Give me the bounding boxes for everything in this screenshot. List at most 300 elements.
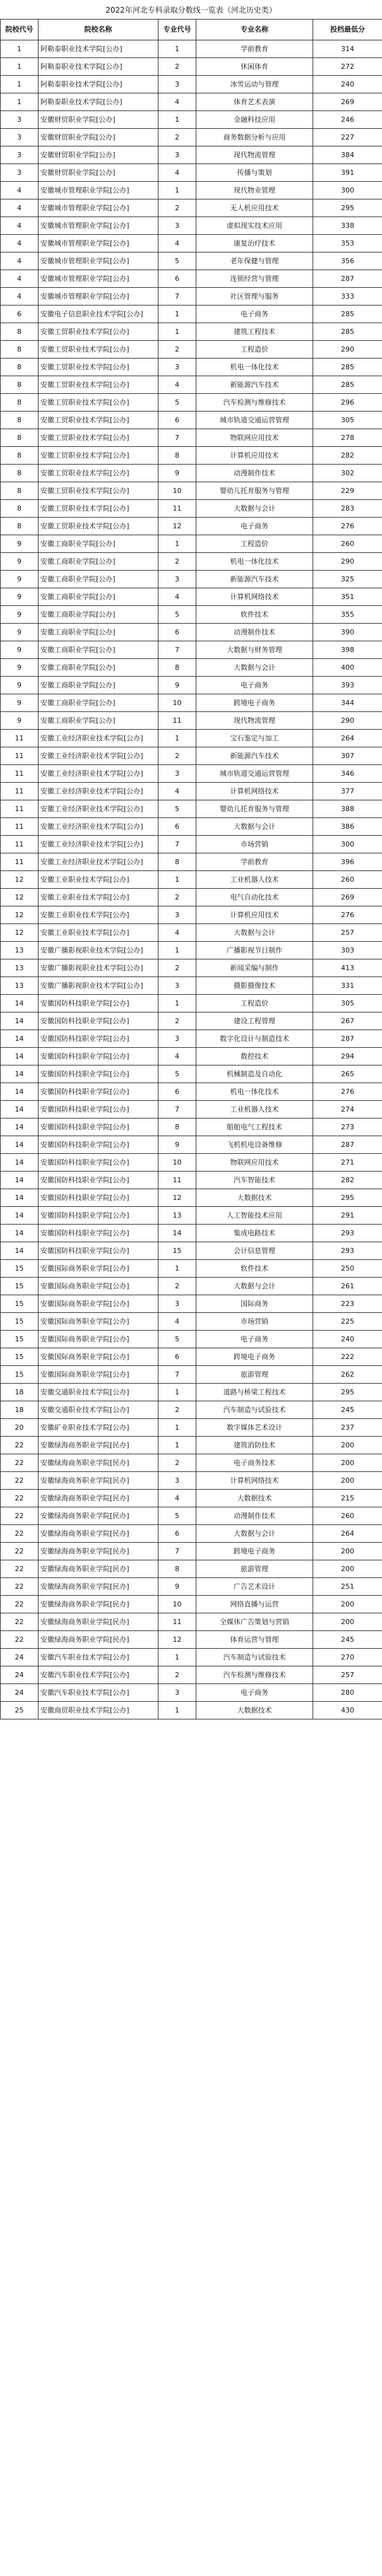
table-row <box>1 641 382 659</box>
cell-major-name: 现代物业管理 <box>196 182 313 199</box>
table-row <box>1 1242 382 1260</box>
cell-school-code: 15 <box>1 1348 39 1366</box>
table-row <box>1 500 382 518</box>
cell-major-code: 6 <box>158 1525 196 1543</box>
cell-major-code: 6 <box>158 624 196 641</box>
cell-min-score: 200 <box>313 1437 382 1454</box>
cell-school-name: 安徽国防科技职业学院[公办] <box>39 1136 158 1154</box>
table-row <box>1 1437 382 1454</box>
cell-school-name: 安徽汽车职业技术学院[公办] <box>39 1684 158 1702</box>
cell-major-code: 6 <box>158 270 196 288</box>
cell-major-name: 跨境电子商务 <box>196 1543 313 1560</box>
score-table <box>0 19 382 1719</box>
cell-school-name: 阿勒泰职业技术学院[公办] <box>39 40 158 58</box>
cell-major-code: 5 <box>158 1507 196 1525</box>
cell-min-score: 260 <box>313 535 382 553</box>
cell-min-score: 260 <box>313 1507 382 1525</box>
cell-school-name: 安徽工商职业学院[公办] <box>39 535 158 553</box>
cell-major-code: 11 <box>158 1172 196 1189</box>
cell-major-name: 旅游管理 <box>196 1366 313 1384</box>
cell-min-score: 200 <box>313 1472 382 1490</box>
cell-min-score: 285 <box>313 359 382 376</box>
cell-major-code: 2 <box>158 1401 196 1419</box>
cell-school-code: 14 <box>1 1083 39 1101</box>
cell-min-score: 270 <box>313 1649 382 1666</box>
cell-major-code: 2 <box>158 1278 196 1295</box>
cell-school-code: 9 <box>1 606 39 624</box>
cell-major-name: 现代物流管理 <box>196 146 313 164</box>
table-row <box>1 341 382 359</box>
table-row <box>1 1666 382 1684</box>
cell-school-code: 9 <box>1 712 39 730</box>
cell-major-name: 物联网应用技术 <box>196 429 313 447</box>
cell-major-code: 10 <box>158 482 196 500</box>
cell-min-score: 398 <box>313 641 382 659</box>
cell-school-code: 11 <box>1 730 39 747</box>
cell-school-code: 9 <box>1 659 39 677</box>
cell-major-code: 6 <box>158 818 196 836</box>
cell-min-score: 353 <box>313 235 382 252</box>
cell-school-code: 14 <box>1 1012 39 1030</box>
cell-school-name: 安徽国防科技职业学院[公办] <box>39 1242 158 1260</box>
cell-major-name: 计算机网络技术 <box>196 1472 313 1490</box>
cell-school-name: 安徽工商职业学院[公办] <box>39 712 158 730</box>
cell-school-code: 22 <box>1 1560 39 1578</box>
cell-school-name: 安徽国际商务职业学院[公办] <box>39 1295 158 1313</box>
cell-major-name: 物联网应用技术 <box>196 1154 313 1172</box>
cell-min-score: 200 <box>313 1596 382 1613</box>
cell-min-score: 274 <box>313 1101 382 1119</box>
cell-school-name: 安徽城市管理职业学院[公办] <box>39 217 158 235</box>
cell-major-name: 电子商务 <box>196 1684 313 1702</box>
cell-school-name: 安徽工贸职业技术学院[公办] <box>39 447 158 465</box>
cell-major-code: 9 <box>158 677 196 694</box>
table-row <box>1 712 382 730</box>
cell-major-name: 婴幼儿托育服务与管理 <box>196 800 313 818</box>
cell-min-score: 295 <box>313 199 382 217</box>
cell-major-code: 3 <box>158 146 196 164</box>
table-row <box>1 1189 382 1207</box>
cell-major-code: 15 <box>158 1242 196 1260</box>
cell-school-code: 24 <box>1 1666 39 1684</box>
cell-major-code: 9 <box>158 465 196 482</box>
cell-major-code: 2 <box>158 959 196 977</box>
cell-major-code: 3 <box>158 217 196 235</box>
cell-school-code: 8 <box>1 341 39 359</box>
cell-school-name: 阿勒泰职业技术学院[公办] <box>39 76 158 93</box>
table-row <box>1 1543 382 1560</box>
cell-min-score: 200 <box>313 1454 382 1472</box>
table-row <box>1 571 382 588</box>
cell-min-score: 386 <box>313 818 382 836</box>
cell-school-name: 安徽国防科技职业学院[公办] <box>39 1083 158 1101</box>
cell-major-name: 集成电路技术 <box>196 1225 313 1242</box>
cell-min-score: 271 <box>313 1154 382 1172</box>
cell-major-code: 3 <box>158 76 196 93</box>
cell-major-name: 新能源汽车技术 <box>196 747 313 765</box>
cell-school-code: 15 <box>1 1278 39 1295</box>
cell-major-name: 道路与桥梁工程技术 <box>196 1384 313 1401</box>
cell-major-name: 虚拟现实技术应用 <box>196 217 313 235</box>
cell-major-name: 船舶电气工程技术 <box>196 1119 313 1136</box>
cell-major-code: 3 <box>158 1295 196 1313</box>
table-row <box>1 1313 382 1331</box>
cell-major-name: 计算机应用技术 <box>196 906 313 924</box>
table-row <box>1 518 382 535</box>
cell-school-code: 4 <box>1 199 39 217</box>
cell-school-code: 14 <box>1 1101 39 1119</box>
cell-school-name: 安徽汽车职业技术学院[公办] <box>39 1649 158 1666</box>
cell-major-code: 4 <box>158 588 196 606</box>
header-school-name: 院校名称 <box>39 20 158 40</box>
cell-major-code: 2 <box>158 1012 196 1030</box>
table-row <box>1 394 382 412</box>
cell-major-name: 电子商务 <box>196 1331 313 1348</box>
cell-major-name: 城市轨道交通运营管理 <box>196 765 313 783</box>
cell-min-score: 269 <box>313 93 382 111</box>
cell-major-code: 12 <box>158 518 196 535</box>
table-row <box>1 1454 382 1472</box>
cell-school-code: 3 <box>1 146 39 164</box>
cell-school-name: 安徽国防科技职业学院[公办] <box>39 1189 158 1207</box>
cell-major-code: 6 <box>158 1083 196 1101</box>
cell-major-code: 2 <box>158 1666 196 1684</box>
cell-major-code: 5 <box>158 394 196 412</box>
table-row <box>1 783 382 800</box>
cell-min-score: 400 <box>313 659 382 677</box>
cell-school-code: 4 <box>1 288 39 306</box>
cell-major-code: 7 <box>158 641 196 659</box>
cell-school-name: 安徽工贸职业技术学院[公办] <box>39 376 158 394</box>
cell-major-code: 3 <box>158 1684 196 1702</box>
table-row <box>1 624 382 641</box>
table-row <box>1 1172 382 1189</box>
cell-min-score: 251 <box>313 1578 382 1596</box>
cell-min-score: 276 <box>313 1083 382 1101</box>
cell-min-score: 245 <box>313 1401 382 1419</box>
cell-major-name: 全媒体广告策划与营销 <box>196 1613 313 1631</box>
cell-school-name: 安徽工贸职业技术学院[公办] <box>39 482 158 500</box>
cell-school-code: 8 <box>1 465 39 482</box>
table-row <box>1 1702 382 1719</box>
cell-major-code: 4 <box>158 783 196 800</box>
cell-major-name: 冰雪运动与管理 <box>196 76 313 93</box>
table-row <box>1 1012 382 1030</box>
cell-school-name: 安徽交通职业技术学院[公办] <box>39 1401 158 1419</box>
cell-major-name: 现代物流管理 <box>196 712 313 730</box>
cell-school-code: 14 <box>1 1154 39 1172</box>
cell-min-score: 273 <box>313 1119 382 1136</box>
table-row <box>1 376 382 394</box>
cell-major-name: 建设工程管理 <box>196 1012 313 1030</box>
cell-school-code: 12 <box>1 889 39 906</box>
cell-major-name: 大数据与财务管理 <box>196 641 313 659</box>
table-row <box>1 359 382 376</box>
cell-major-code: 1 <box>158 111 196 129</box>
cell-school-name: 安徽交通职业技术学院[公办] <box>39 1384 158 1401</box>
cell-school-code: 14 <box>1 1172 39 1189</box>
cell-major-name: 大数据与会计 <box>196 924 313 942</box>
cell-major-name: 工程造价 <box>196 995 313 1012</box>
cell-min-score: 200 <box>313 1613 382 1631</box>
cell-school-name: 安徽城市管理职业学院[公办] <box>39 182 158 199</box>
table-row <box>1 1119 382 1136</box>
cell-min-score: 287 <box>313 1136 382 1154</box>
cell-major-name: 建筑消防技术 <box>196 1437 313 1454</box>
cell-major-name: 动漫制作技术 <box>196 624 313 641</box>
cell-school-name: 安徽工业经济职业技术学院[公办] <box>39 818 158 836</box>
table-row <box>1 588 382 606</box>
cell-major-name: 工业机器人技术 <box>196 871 313 889</box>
cell-min-score: 240 <box>313 1331 382 1348</box>
cell-school-name: 安徽绿海商务职业学院[民办] <box>39 1490 158 1507</box>
cell-min-score: 290 <box>313 553 382 571</box>
cell-school-code: 9 <box>1 694 39 712</box>
cell-major-name: 计算机应用技术 <box>196 447 313 465</box>
cell-major-name: 跨境电子商务 <box>196 694 313 712</box>
cell-major-code: 4 <box>158 1313 196 1331</box>
cell-major-code: 2 <box>158 58 196 76</box>
cell-major-name: 大数据与会计 <box>196 500 313 518</box>
cell-major-name: 建筑工程技术 <box>196 323 313 341</box>
cell-major-name: 数字化设计与制造技术 <box>196 1030 313 1048</box>
cell-min-score: 291 <box>313 1207 382 1225</box>
cell-school-name: 安徽工贸职业技术学院[公办] <box>39 341 158 359</box>
cell-major-name: 电子商务 <box>196 677 313 694</box>
cell-major-code: 8 <box>158 1560 196 1578</box>
cell-min-score: 282 <box>313 1172 382 1189</box>
cell-major-code: 1 <box>158 1702 196 1719</box>
cell-school-code: 14 <box>1 1207 39 1225</box>
cell-school-code: 8 <box>1 482 39 500</box>
cell-major-name: 人工智能技术应用 <box>196 1207 313 1225</box>
cell-school-name: 安徽绿海商务职业学院[民办] <box>39 1454 158 1472</box>
cell-major-name: 工程造价 <box>196 535 313 553</box>
cell-major-code: 10 <box>158 1154 196 1172</box>
cell-major-name: 计算机网络技术 <box>196 588 313 606</box>
cell-school-code: 3 <box>1 164 39 182</box>
cell-major-name: 大数据与会计 <box>196 818 313 836</box>
cell-min-score: 250 <box>313 1260 382 1278</box>
cell-school-name: 安徽工业职业技术学院[公办] <box>39 906 158 924</box>
cell-major-name: 市场营销 <box>196 836 313 853</box>
cell-school-name: 安徽工贸职业技术学院[公办] <box>39 465 158 482</box>
cell-major-code: 1 <box>158 1384 196 1401</box>
cell-school-name: 安徽绿海商务职业学院[民办] <box>39 1578 158 1596</box>
cell-major-code: 11 <box>158 1613 196 1631</box>
table-row <box>1 40 382 58</box>
cell-school-code: 4 <box>1 270 39 288</box>
cell-major-code: 3 <box>158 1472 196 1490</box>
cell-min-score: 280 <box>313 1684 382 1702</box>
cell-school-name: 安徽城市管理职业学院[公办] <box>39 288 158 306</box>
cell-major-code: 4 <box>158 164 196 182</box>
cell-school-name: 安徽工商职业学院[公办] <box>39 553 158 571</box>
cell-major-code: 4 <box>158 924 196 942</box>
table-row <box>1 1366 382 1384</box>
cell-school-code: 24 <box>1 1649 39 1666</box>
cell-school-code: 14 <box>1 1065 39 1083</box>
cell-major-code: 1 <box>158 942 196 959</box>
cell-min-score: 302 <box>313 465 382 482</box>
cell-min-score: 285 <box>313 323 382 341</box>
cell-major-code: 1 <box>158 1437 196 1454</box>
table-row <box>1 1596 382 1613</box>
cell-school-code: 18 <box>1 1401 39 1419</box>
cell-major-name: 老年保健与管理 <box>196 252 313 270</box>
cell-school-name: 安徽工业经济职业技术学院[公办] <box>39 783 158 800</box>
cell-min-score: 285 <box>313 376 382 394</box>
cell-major-name: 商务数据分析与应用 <box>196 129 313 146</box>
cell-school-code: 8 <box>1 412 39 429</box>
cell-school-code: 22 <box>1 1596 39 1613</box>
cell-major-code: 3 <box>158 359 196 376</box>
table-row <box>1 606 382 624</box>
cell-school-code: 11 <box>1 765 39 783</box>
cell-major-name: 大数据技术 <box>196 1490 313 1507</box>
table-row <box>1 93 382 111</box>
cell-major-code: 4 <box>158 93 196 111</box>
table-row <box>1 747 382 765</box>
cell-major-name: 软件技术 <box>196 1260 313 1278</box>
cell-school-name: 安徽国防科技职业学院[公办] <box>39 1154 158 1172</box>
table-row <box>1 553 382 571</box>
table-row <box>1 1631 382 1649</box>
table-row <box>1 1649 382 1666</box>
cell-school-code: 3 <box>1 129 39 146</box>
cell-major-name: 大数据与会计 <box>196 1525 313 1543</box>
cell-major-name: 康复治疗技术 <box>196 235 313 252</box>
cell-major-name: 机电一体化技术 <box>196 359 313 376</box>
table-row <box>1 252 382 270</box>
cell-school-name: 安徽绿海商务职业学院[民办] <box>39 1525 158 1543</box>
cell-major-code: 10 <box>158 694 196 712</box>
cell-school-name: 安徽国防科技职业学院[公办] <box>39 1048 158 1065</box>
cell-min-score: 278 <box>313 429 382 447</box>
table-row <box>1 1295 382 1313</box>
cell-school-name: 安徽绿海商务职业学院[民办] <box>39 1596 158 1613</box>
cell-school-code: 15 <box>1 1295 39 1313</box>
table-row <box>1 765 382 783</box>
cell-major-name: 广告艺术设计 <box>196 1578 313 1596</box>
cell-min-score: 215 <box>313 1490 382 1507</box>
table-row <box>1 58 382 76</box>
cell-min-score: 261 <box>313 1278 382 1295</box>
table-row <box>1 535 382 553</box>
cell-major-name: 广播影视节目制作 <box>196 942 313 959</box>
cell-min-score: 293 <box>313 1225 382 1242</box>
cell-school-code: 14 <box>1 1136 39 1154</box>
cell-major-name: 汽车智能技术 <box>196 1172 313 1189</box>
cell-school-code: 11 <box>1 747 39 765</box>
cell-school-code: 25 <box>1 1702 39 1719</box>
cell-major-name: 旅游管理 <box>196 1560 313 1578</box>
cell-school-name: 安徽广播影视职业技术学院[公办] <box>39 977 158 995</box>
cell-min-score: 355 <box>313 606 382 624</box>
header-min-score: 投档最低分 <box>313 20 382 40</box>
table-row <box>1 818 382 836</box>
cell-major-code: 7 <box>158 429 196 447</box>
cell-min-score: 294 <box>313 1048 382 1065</box>
cell-min-score: 200 <box>313 1560 382 1578</box>
cell-major-code: 1 <box>158 1260 196 1278</box>
cell-school-name: 安徽工业经济职业技术学院[公办] <box>39 730 158 747</box>
table-row <box>1 76 382 93</box>
cell-major-code: 9 <box>158 1578 196 1596</box>
cell-school-name: 安徽工业职业技术学院[公办] <box>39 889 158 906</box>
cell-major-name: 新能源汽车技术 <box>196 376 313 394</box>
cell-major-name: 新能源汽车技术 <box>196 571 313 588</box>
cell-school-name: 安徽国防科技职业学院[公办] <box>39 1225 158 1242</box>
cell-min-score: 391 <box>313 164 382 182</box>
cell-min-score: 264 <box>313 1525 382 1543</box>
cell-school-code: 1 <box>1 58 39 76</box>
cell-min-score: 237 <box>313 1419 382 1437</box>
cell-major-name: 学前教育 <box>196 853 313 871</box>
cell-major-name: 大数据与会计 <box>196 1278 313 1295</box>
table-row <box>1 1507 382 1525</box>
cell-school-name: 安徽工商职业学院[公办] <box>39 694 158 712</box>
table-row <box>1 1490 382 1507</box>
cell-min-score: 290 <box>313 341 382 359</box>
cell-min-score: 257 <box>313 924 382 942</box>
table-row <box>1 429 382 447</box>
table-row <box>1 111 382 129</box>
cell-school-code: 24 <box>1 1684 39 1702</box>
table-row <box>1 889 382 906</box>
header-major-code: 专业代号 <box>158 20 196 40</box>
cell-major-code: 2 <box>158 129 196 146</box>
cell-school-code: 9 <box>1 535 39 553</box>
cell-school-name: 安徽财贸职业学院[公办] <box>39 129 158 146</box>
cell-major-name: 网络直播与运营 <box>196 1596 313 1613</box>
cell-school-code: 8 <box>1 359 39 376</box>
table-row <box>1 1525 382 1543</box>
cell-school-name: 安徽工业经济职业技术学院[公办] <box>39 836 158 853</box>
cell-school-code: 14 <box>1 1048 39 1065</box>
cell-min-score: 351 <box>313 588 382 606</box>
table-row <box>1 694 382 712</box>
table-row <box>1 288 382 306</box>
table-row <box>1 1472 382 1490</box>
cell-school-code: 8 <box>1 323 39 341</box>
cell-major-code: 13 <box>158 1207 196 1225</box>
table-row <box>1 1384 382 1401</box>
cell-school-name: 安徽国防科技职业学院[公办] <box>39 1012 158 1030</box>
table-row <box>1 1207 382 1225</box>
cell-major-name: 汽车检测与维修技术 <box>196 394 313 412</box>
cell-school-name: 安徽国际商务职业学院[公办] <box>39 1331 158 1348</box>
cell-school-name: 安徽城市管理职业学院[公办] <box>39 199 158 217</box>
table-row <box>1 906 382 924</box>
cell-min-score: 225 <box>313 1313 382 1331</box>
cell-major-name: 动漫制作技术 <box>196 465 313 482</box>
cell-major-name: 传播与策划 <box>196 164 313 182</box>
cell-min-score: 276 <box>313 518 382 535</box>
page-title: 2022年河北专科录取分数线一览表（河北历史类） <box>105 5 277 15</box>
cell-school-name: 安徽工业经济职业技术学院[公办] <box>39 747 158 765</box>
cell-major-code: 8 <box>158 1119 196 1136</box>
cell-school-code: 22 <box>1 1437 39 1454</box>
cell-min-score: 240 <box>313 76 382 93</box>
cell-major-code: 7 <box>158 1366 196 1384</box>
table-row <box>1 465 382 482</box>
table-row <box>1 235 382 252</box>
cell-school-name: 阿勒泰职业技术学院[公办] <box>39 93 158 111</box>
cell-min-score: 276 <box>313 906 382 924</box>
cell-major-name: 大数据技术 <box>196 1189 313 1207</box>
cell-school-name: 安徽电子信息职业技术学院[公办] <box>39 306 158 323</box>
